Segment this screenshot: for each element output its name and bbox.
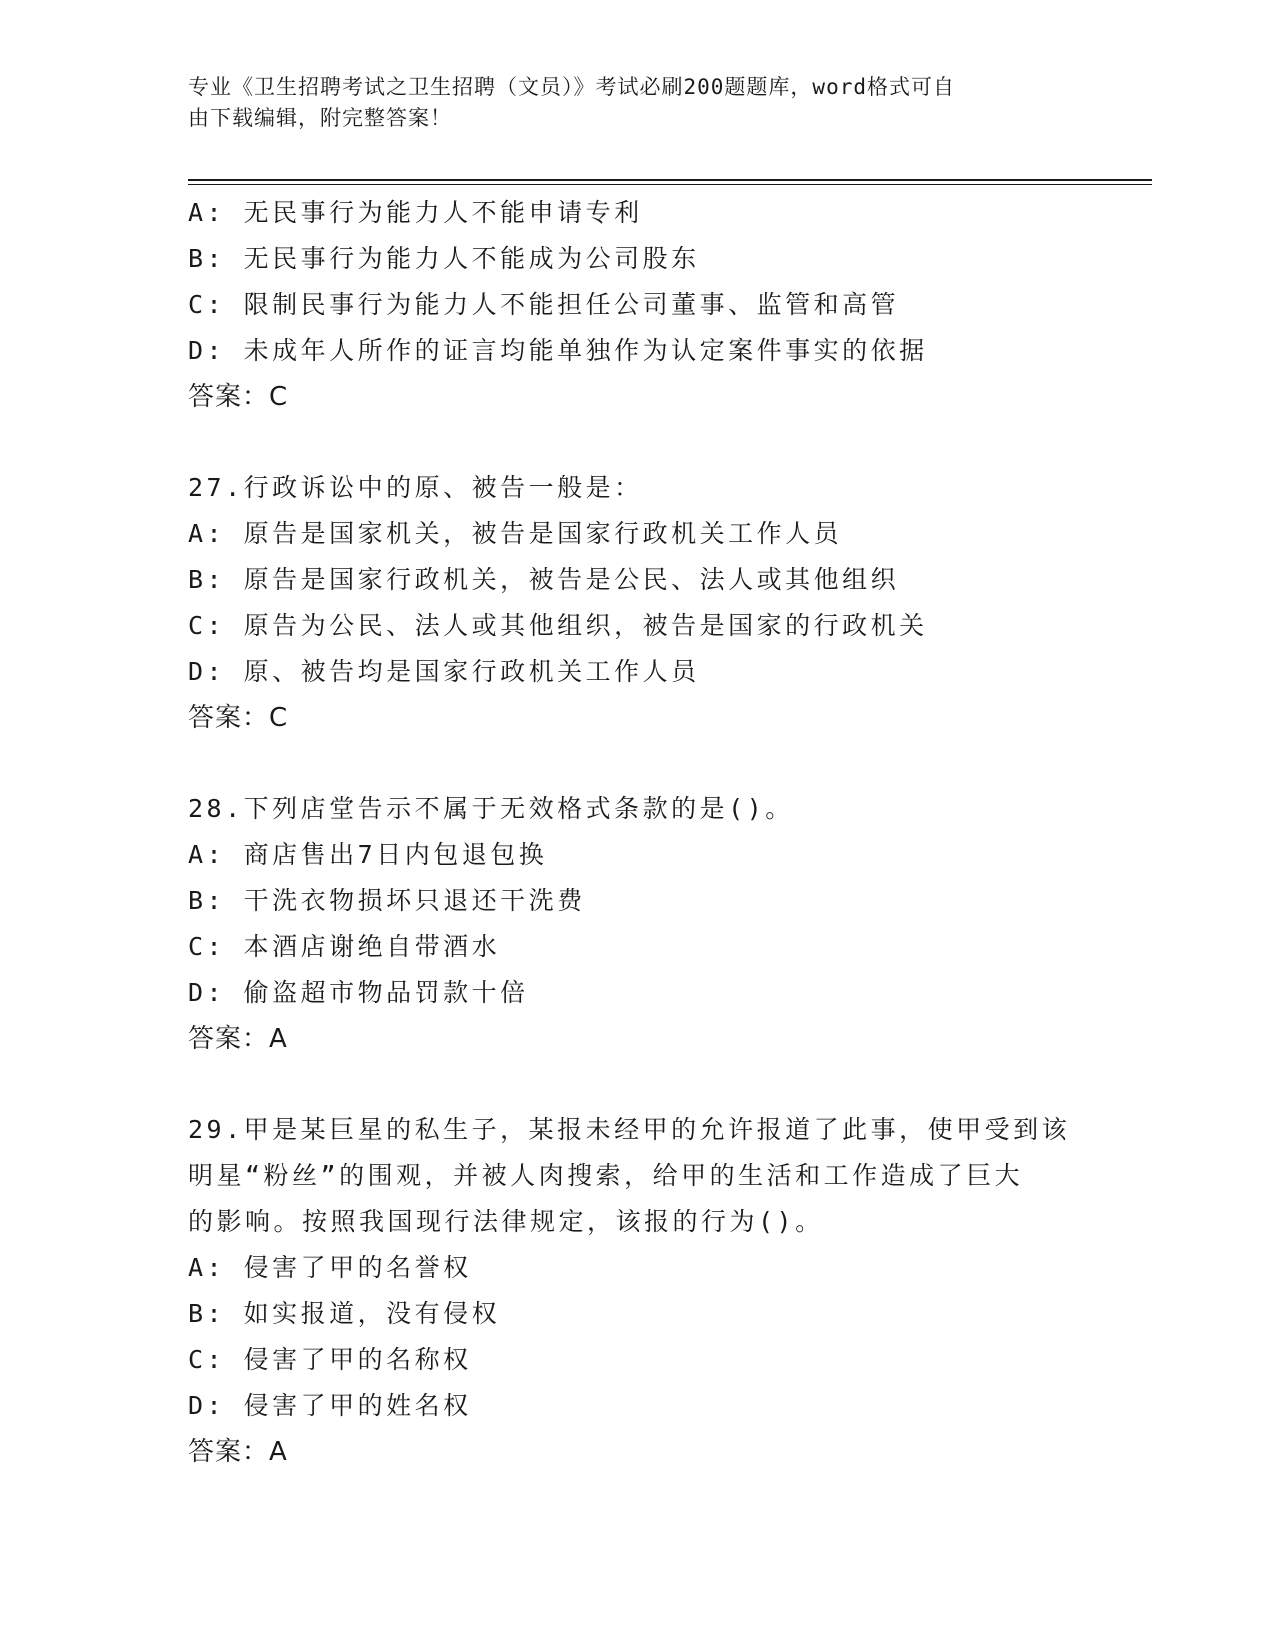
option-b: B: 无民事行为能力人不能成为公司股东 (188, 244, 700, 273)
option-d: D: 侵害了甲的姓名权 (188, 1391, 472, 1420)
option-c: C: 原告为公民、法人或其他组织，被告是国家的行政机关 (188, 611, 928, 640)
answer-label: 答案：A (188, 1024, 288, 1054)
question-stem: 29.甲是某巨星的私生子，某报未经甲的允许报道了此事，使甲受到该 (188, 1115, 1071, 1144)
question-block (188, 190, 1088, 420)
header-divider-top (188, 179, 1152, 181)
header-line-1: 专业《卫生招聘考试之卫生招聘（文员）》考试必刷200题题库，word格式可自 (188, 75, 955, 99)
option-a: A: 商店售出7日内包退包换 (188, 840, 548, 869)
document-header (188, 72, 1068, 134)
question-list (188, 190, 1088, 1475)
question-stem: 28.下列店堂告示不属于无效格式条款的是()。 (188, 794, 794, 823)
option-c: C: 侵害了甲的名称权 (188, 1345, 472, 1374)
question-stem: 明星“粉丝”的围观，并被人肉搜索，给甲的生活和工作造成了巨大 (188, 1161, 1024, 1190)
option-c: C: 限制民事行为能力人不能担任公司董事、监管和高管 (188, 290, 900, 319)
option-a: A: 侵害了甲的名誉权 (188, 1253, 472, 1282)
question-stem: 27.行政诉讼中的原、被告一般是： (188, 473, 643, 502)
option-a: A: 原告是国家机关，被告是国家行政机关工作人员 (188, 519, 843, 548)
question-block (188, 786, 1088, 1062)
option-c: C: 本酒店谢绝自带酒水 (188, 932, 501, 961)
option-b: B: 原告是国家行政机关，被告是公民、法人或其他组织 (188, 565, 900, 594)
option-b: B: 如实报道，没有侵权 (188, 1299, 501, 1328)
option-d: D: 原、被告均是国家行政机关工作人员 (188, 657, 700, 686)
answer-label: 答案：C (188, 703, 289, 733)
question-block (188, 465, 1088, 741)
option-b: B: 干洗衣物损坏只退还干洗费 (188, 886, 586, 915)
option-a: A: 无民事行为能力人不能申请专利 (188, 198, 643, 227)
answer-label: 答案：C (188, 382, 289, 412)
question-block (188, 1107, 1088, 1475)
question-stem: 的影响。按照我国现行法律规定，该报的行为()。 (188, 1207, 824, 1236)
option-d: D: 未成年人所作的证言均能单独作为认定案件事实的依据 (188, 336, 928, 365)
header-line-2: 由下载编辑，附完整答案！ (188, 106, 452, 130)
header-divider-bottom (188, 184, 1152, 185)
answer-label: 答案：A (188, 1437, 288, 1467)
option-d: D: 偷盗超市物品罚款十倍 (188, 978, 529, 1007)
